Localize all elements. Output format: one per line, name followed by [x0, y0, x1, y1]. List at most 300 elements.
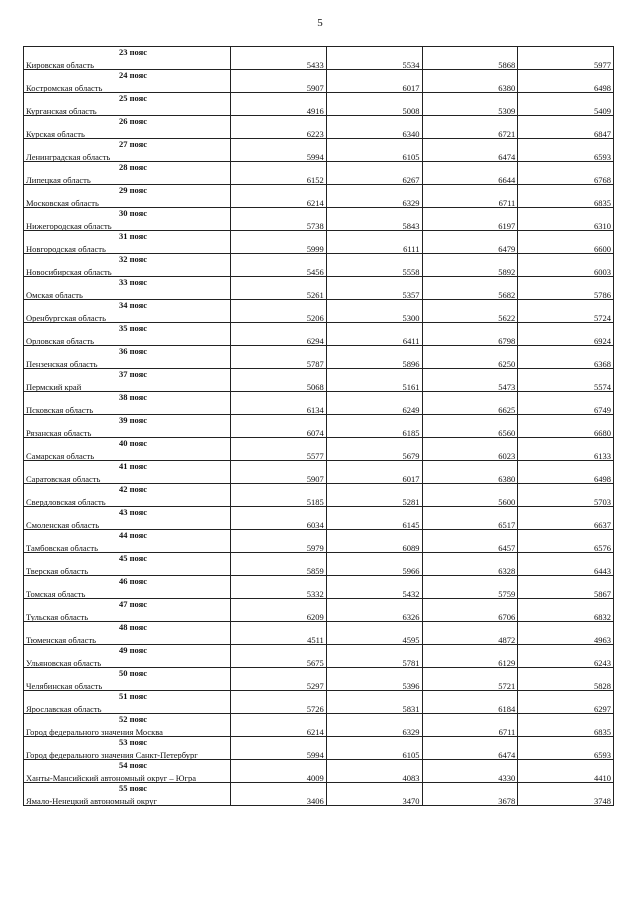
value-cell: 6089 — [326, 541, 422, 553]
value-cell: 5432 — [326, 587, 422, 599]
value-cell: 4916 — [231, 104, 327, 116]
value-cell: 6411 — [326, 334, 422, 346]
value-cell: 4963 — [518, 633, 614, 645]
table-row — [24, 472, 614, 484]
empty-cell — [422, 760, 518, 772]
value-cell: 5675 — [231, 656, 327, 668]
empty-cell — [326, 300, 422, 312]
table-row — [24, 403, 614, 415]
value-cell: 5759 — [422, 587, 518, 599]
table-row — [24, 219, 614, 231]
value-cell: 6185 — [326, 426, 422, 438]
table-row — [24, 334, 614, 346]
value-cell: 6197 — [422, 219, 518, 231]
value-cell: 6340 — [326, 127, 422, 139]
value-cell: 6457 — [422, 541, 518, 553]
value-cell: 5896 — [326, 357, 422, 369]
value-cell: 6209 — [231, 610, 327, 622]
zone-header-row — [24, 668, 614, 680]
zone-label: 50 пояс — [24, 668, 231, 680]
value-cell: 5300 — [326, 311, 422, 323]
value-cell: 6721 — [422, 127, 518, 139]
value-cell: 5787 — [231, 357, 327, 369]
value-cell: 6326 — [326, 610, 422, 622]
value-cell: 5859 — [231, 564, 327, 576]
value-cell: 3678 — [422, 794, 518, 806]
empty-cell — [326, 185, 422, 197]
zone-label: 36 пояс — [24, 346, 231, 358]
value-cell: 6111 — [326, 242, 422, 254]
region-name: Саратовская область — [24, 472, 231, 484]
zone-label: 24 пояс — [24, 70, 231, 82]
empty-cell — [231, 760, 327, 772]
empty-cell — [231, 622, 327, 634]
value-cell: 6310 — [518, 219, 614, 231]
empty-cell — [326, 737, 422, 749]
value-cell: 5309 — [422, 104, 518, 116]
table-row — [24, 196, 614, 208]
value-cell: 5008 — [326, 104, 422, 116]
value-cell: 5281 — [326, 495, 422, 507]
value-cell: 6593 — [518, 150, 614, 162]
empty-cell — [326, 369, 422, 381]
empty-cell — [326, 254, 422, 266]
empty-cell — [326, 714, 422, 726]
zone-label: 31 пояс — [24, 231, 231, 243]
value-cell: 6835 — [518, 725, 614, 737]
empty-cell — [326, 507, 422, 519]
empty-cell — [231, 93, 327, 105]
value-cell: 6329 — [326, 725, 422, 737]
value-cell: 6600 — [518, 242, 614, 254]
value-cell: 6328 — [422, 564, 518, 576]
empty-cell — [422, 208, 518, 220]
empty-cell — [326, 139, 422, 151]
value-cell: 6798 — [422, 334, 518, 346]
value-cell: 6017 — [326, 81, 422, 93]
value-cell: 5185 — [231, 495, 327, 507]
empty-cell — [326, 553, 422, 565]
table-row — [24, 679, 614, 691]
empty-cell — [326, 47, 422, 59]
value-cell: 5966 — [326, 564, 422, 576]
region-name: Пензенская область — [24, 357, 231, 369]
empty-cell — [231, 208, 327, 220]
empty-cell — [518, 254, 614, 266]
value-cell: 6474 — [422, 150, 518, 162]
table-row — [24, 426, 614, 438]
value-cell: 5577 — [231, 449, 327, 461]
zone-label: 48 пояс — [24, 622, 231, 634]
empty-cell — [231, 415, 327, 427]
region-name: Курская область — [24, 127, 231, 139]
value-cell: 6294 — [231, 334, 327, 346]
zone-header-row — [24, 162, 614, 174]
table-row — [24, 380, 614, 392]
empty-cell — [422, 185, 518, 197]
value-cell: 5979 — [231, 541, 327, 553]
zone-table-body — [24, 47, 614, 806]
value-cell: 5161 — [326, 380, 422, 392]
table-row — [24, 104, 614, 116]
value-cell: 6560 — [422, 426, 518, 438]
value-cell: 5409 — [518, 104, 614, 116]
empty-cell — [326, 70, 422, 82]
empty-cell — [231, 254, 327, 266]
empty-cell — [422, 116, 518, 128]
empty-cell — [518, 415, 614, 427]
empty-cell — [231, 461, 327, 473]
empty-cell — [231, 599, 327, 611]
value-cell: 5558 — [326, 265, 422, 277]
zone-header-row — [24, 507, 614, 519]
empty-cell — [422, 737, 518, 749]
zone-header-row — [24, 323, 614, 335]
value-cell: 3406 — [231, 794, 327, 806]
value-cell: 6214 — [231, 725, 327, 737]
value-cell: 6023 — [422, 449, 518, 461]
value-cell: 6145 — [326, 518, 422, 530]
value-cell: 6474 — [422, 748, 518, 760]
table-row — [24, 518, 614, 530]
empty-cell — [231, 323, 327, 335]
empty-cell — [518, 346, 614, 358]
zone-header-row — [24, 47, 614, 59]
value-cell: 5786 — [518, 288, 614, 300]
zone-header-row — [24, 599, 614, 611]
region-name: Тамбовская область — [24, 541, 231, 553]
empty-cell — [231, 737, 327, 749]
value-cell: 5994 — [231, 748, 327, 760]
value-cell: 6593 — [518, 748, 614, 760]
empty-cell — [422, 507, 518, 519]
region-name: Оренбургская область — [24, 311, 231, 323]
value-cell: 6243 — [518, 656, 614, 668]
table-row — [24, 702, 614, 714]
zone-label: 26 пояс — [24, 116, 231, 128]
value-cell: 6711 — [422, 725, 518, 737]
empty-cell — [326, 599, 422, 611]
table-row — [24, 242, 614, 254]
zone-header-row — [24, 622, 614, 634]
empty-cell — [422, 530, 518, 542]
page-number: 5 — [317, 17, 323, 29]
empty-cell — [518, 507, 614, 519]
value-cell: 6152 — [231, 173, 327, 185]
empty-cell — [422, 553, 518, 565]
empty-cell — [518, 645, 614, 657]
empty-cell — [518, 93, 614, 105]
value-cell: 6134 — [231, 403, 327, 415]
zone-label: 51 пояс — [24, 691, 231, 703]
value-cell: 6706 — [422, 610, 518, 622]
region-name: Ленинградская область — [24, 150, 231, 162]
value-cell: 3470 — [326, 794, 422, 806]
region-name: Тульская область — [24, 610, 231, 622]
zone-label: 41 пояс — [24, 461, 231, 473]
value-cell: 5738 — [231, 219, 327, 231]
zone-header-row — [24, 783, 614, 795]
value-cell: 5068 — [231, 380, 327, 392]
zone-header-row — [24, 461, 614, 473]
empty-cell — [518, 70, 614, 82]
empty-cell — [422, 438, 518, 450]
empty-cell — [231, 70, 327, 82]
value-cell: 6297 — [518, 702, 614, 714]
empty-cell — [231, 668, 327, 680]
value-cell: 5781 — [326, 656, 422, 668]
empty-cell — [231, 116, 327, 128]
value-cell: 6214 — [231, 196, 327, 208]
empty-cell — [422, 231, 518, 243]
value-cell: 6329 — [326, 196, 422, 208]
empty-cell — [326, 116, 422, 128]
table-row — [24, 449, 614, 461]
value-cell: 5828 — [518, 679, 614, 691]
value-cell: 6498 — [518, 472, 614, 484]
empty-cell — [422, 277, 518, 289]
region-name: Ярославская область — [24, 702, 231, 714]
zone-label: 43 пояс — [24, 507, 231, 519]
empty-cell — [326, 208, 422, 220]
zone-header-row — [24, 714, 614, 726]
value-cell: 5703 — [518, 495, 614, 507]
empty-cell — [326, 231, 422, 243]
empty-cell — [422, 346, 518, 358]
value-cell: 5977 — [518, 58, 614, 70]
empty-cell — [518, 323, 614, 335]
zone-label: 30 пояс — [24, 208, 231, 220]
empty-cell — [518, 530, 614, 542]
empty-cell — [518, 760, 614, 772]
table-row — [24, 58, 614, 70]
empty-cell — [518, 783, 614, 795]
value-cell: 5297 — [231, 679, 327, 691]
empty-cell — [422, 461, 518, 473]
empty-cell — [518, 714, 614, 726]
zone-header-row — [24, 392, 614, 404]
empty-cell — [518, 139, 614, 151]
empty-cell — [422, 415, 518, 427]
empty-cell — [231, 369, 327, 381]
value-cell: 5907 — [231, 81, 327, 93]
empty-cell — [326, 346, 422, 358]
value-cell: 6711 — [422, 196, 518, 208]
table-row — [24, 725, 614, 737]
value-cell: 6129 — [422, 656, 518, 668]
empty-cell — [422, 484, 518, 496]
region-name: Рязанская область — [24, 426, 231, 438]
value-cell: 5679 — [326, 449, 422, 461]
empty-cell — [518, 599, 614, 611]
zone-label: 29 пояс — [24, 185, 231, 197]
empty-cell — [326, 576, 422, 588]
zone-label: 44 пояс — [24, 530, 231, 542]
zone-header-row — [24, 484, 614, 496]
value-cell: 4083 — [326, 771, 422, 783]
empty-cell — [231, 484, 327, 496]
value-cell: 5843 — [326, 219, 422, 231]
value-cell: 6517 — [422, 518, 518, 530]
empty-cell — [326, 622, 422, 634]
zone-header-row — [24, 254, 614, 266]
region-name: Псковская область — [24, 403, 231, 415]
empty-cell — [518, 208, 614, 220]
value-cell: 6184 — [422, 702, 518, 714]
table-row — [24, 357, 614, 369]
empty-cell — [518, 668, 614, 680]
zone-label: 55 пояс — [24, 783, 231, 795]
value-cell: 3748 — [518, 794, 614, 806]
value-cell: 6644 — [422, 173, 518, 185]
zone-header-row — [24, 231, 614, 243]
zone-label: 35 пояс — [24, 323, 231, 335]
table-row — [24, 610, 614, 622]
empty-cell — [231, 714, 327, 726]
empty-cell — [518, 116, 614, 128]
table-row — [24, 127, 614, 139]
value-cell: 6368 — [518, 357, 614, 369]
region-name: Томская область — [24, 587, 231, 599]
region-name: Смоленская область — [24, 518, 231, 530]
empty-cell — [422, 783, 518, 795]
table-row — [24, 771, 614, 783]
value-cell: 6443 — [518, 564, 614, 576]
value-cell: 5261 — [231, 288, 327, 300]
region-name: Костромская область — [24, 81, 231, 93]
table-row — [24, 656, 614, 668]
empty-cell — [518, 691, 614, 703]
value-cell: 6847 — [518, 127, 614, 139]
zone-label: 34 пояс — [24, 300, 231, 312]
value-cell: 5724 — [518, 311, 614, 323]
empty-cell — [518, 553, 614, 565]
value-cell: 6576 — [518, 541, 614, 553]
zone-label: 54 пояс — [24, 760, 231, 772]
value-cell: 5999 — [231, 242, 327, 254]
value-cell: 5574 — [518, 380, 614, 392]
value-cell: 6105 — [326, 748, 422, 760]
value-cell: 4330 — [422, 771, 518, 783]
zone-label: 49 пояс — [24, 645, 231, 657]
empty-cell — [326, 415, 422, 427]
empty-cell — [231, 300, 327, 312]
empty-cell — [231, 162, 327, 174]
empty-cell — [422, 323, 518, 335]
empty-cell — [231, 277, 327, 289]
empty-cell — [422, 139, 518, 151]
zone-label: 45 пояс — [24, 553, 231, 565]
empty-cell — [518, 484, 614, 496]
region-name: Пермский край — [24, 380, 231, 392]
value-cell: 6498 — [518, 81, 614, 93]
empty-cell — [422, 645, 518, 657]
table-row — [24, 288, 614, 300]
value-cell: 5456 — [231, 265, 327, 277]
zone-header-row — [24, 737, 614, 749]
empty-cell — [231, 645, 327, 657]
empty-cell — [231, 47, 327, 59]
empty-cell — [326, 438, 422, 450]
empty-cell — [231, 139, 327, 151]
value-cell: 5682 — [422, 288, 518, 300]
zone-header-row — [24, 415, 614, 427]
region-name: Новосибирская область — [24, 265, 231, 277]
zone-header-row — [24, 530, 614, 542]
zone-header-row — [24, 760, 614, 772]
region-name: Тюменская область — [24, 633, 231, 645]
value-cell: 6267 — [326, 173, 422, 185]
empty-cell — [518, 231, 614, 243]
value-cell: 5994 — [231, 150, 327, 162]
zone-label: 47 пояс — [24, 599, 231, 611]
region-name: Липецкая область — [24, 173, 231, 185]
zone-label: 42 пояс — [24, 484, 231, 496]
table-row — [24, 150, 614, 162]
value-cell: 6380 — [422, 472, 518, 484]
value-cell: 6003 — [518, 265, 614, 277]
zone-header-row — [24, 576, 614, 588]
value-cell: 5433 — [231, 58, 327, 70]
zone-label: 23 пояс — [24, 47, 231, 59]
empty-cell — [231, 231, 327, 243]
table-row — [24, 748, 614, 760]
empty-cell — [231, 507, 327, 519]
empty-cell — [326, 323, 422, 335]
empty-cell — [518, 277, 614, 289]
table-row — [24, 495, 614, 507]
empty-cell — [518, 737, 614, 749]
empty-cell — [518, 576, 614, 588]
zone-header-row — [24, 438, 614, 450]
zone-label: 38 пояс — [24, 392, 231, 404]
value-cell: 6924 — [518, 334, 614, 346]
empty-cell — [422, 162, 518, 174]
value-cell: 5473 — [422, 380, 518, 392]
zone-header-row — [24, 553, 614, 565]
zone-header-row — [24, 346, 614, 358]
empty-cell — [518, 47, 614, 59]
empty-cell — [326, 760, 422, 772]
region-name: Кировская область — [24, 58, 231, 70]
zone-label: 27 пояс — [24, 139, 231, 151]
zone-header-row — [24, 277, 614, 289]
value-cell: 5726 — [231, 702, 327, 714]
value-cell: 4595 — [326, 633, 422, 645]
empty-cell — [326, 783, 422, 795]
value-cell: 6223 — [231, 127, 327, 139]
region-name: Ульяновская область — [24, 656, 231, 668]
empty-cell — [231, 185, 327, 197]
value-cell: 5831 — [326, 702, 422, 714]
empty-cell — [326, 93, 422, 105]
value-cell: 6832 — [518, 610, 614, 622]
empty-cell — [518, 461, 614, 473]
empty-cell — [231, 691, 327, 703]
region-name: Свердловская область — [24, 495, 231, 507]
region-name: Омская область — [24, 288, 231, 300]
empty-cell — [231, 553, 327, 565]
zone-label: 46 пояс — [24, 576, 231, 588]
value-cell: 6034 — [231, 518, 327, 530]
value-cell: 4410 — [518, 771, 614, 783]
table-row — [24, 541, 614, 553]
empty-cell — [422, 47, 518, 59]
empty-cell — [326, 277, 422, 289]
region-name: Город федерального значения Москва — [24, 725, 231, 737]
zone-label: 37 пояс — [24, 369, 231, 381]
zone-label: 39 пояс — [24, 415, 231, 427]
